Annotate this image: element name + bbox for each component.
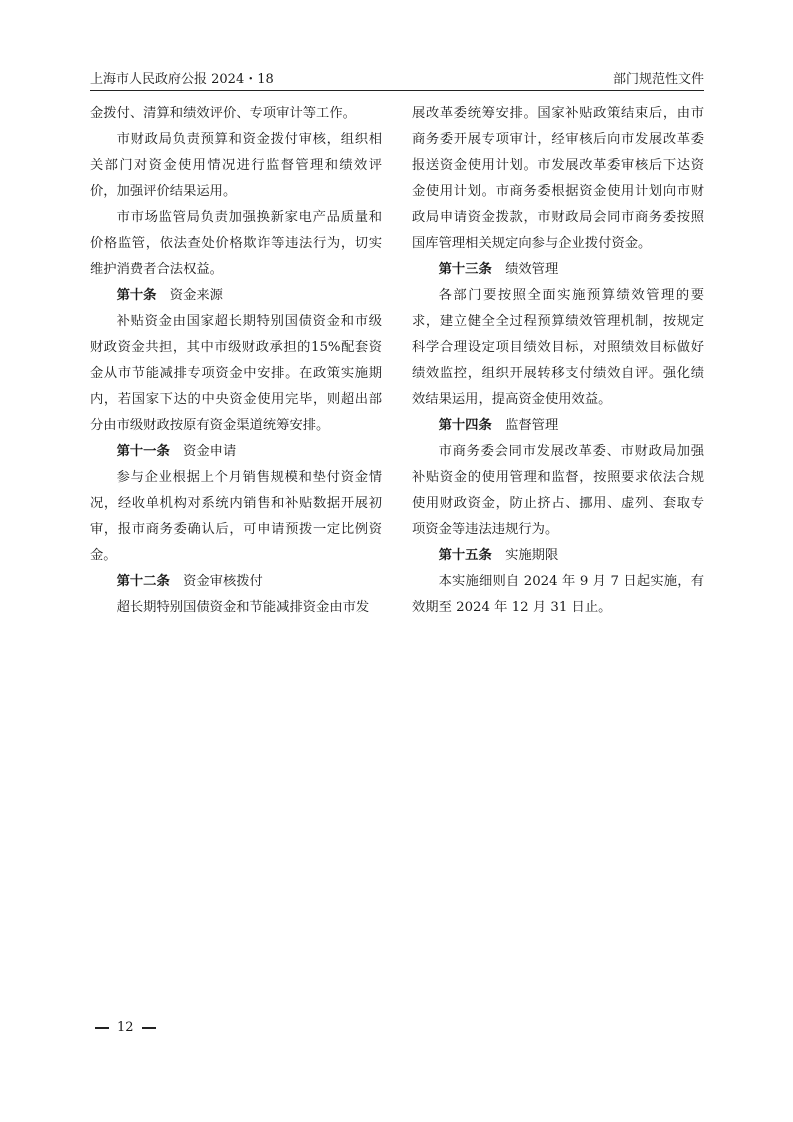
article-title: 资金审核拨付 (183, 574, 263, 589)
article-title: 监督管理 (505, 418, 559, 433)
journal-title: 上海市人民政府公报 2024・18 (90, 72, 274, 87)
article-title: 实施期限 (505, 548, 559, 563)
article-number: 第十二条 (116, 574, 170, 589)
article-number: 第十四条 (438, 418, 492, 433)
article-heading-15 (412, 543, 704, 569)
paragraph: 展改革委统筹安排。国家补贴政策结束后，由市商务委开展专项审计，经审核后向市发展改革委报送资金使用计划。市发展改革委审核后下达资金使用计划。市商务委根据资金使用计划向市财政局申请资金拨款，市财政局会同市商务委按照国库管理相关规定向参与企业拨付资金。 (412, 106, 704, 251)
paragraph: 金拨付、清算和绩效评价、专项审计等工作。 (90, 106, 356, 121)
dash-decoration (95, 1027, 109, 1029)
page-footer (95, 1020, 156, 1035)
article-title: 资金来源 (169, 288, 223, 303)
article-title: 绩效管理 (505, 262, 559, 277)
article-heading-14 (412, 413, 704, 439)
article-title: 资金申请 (183, 444, 237, 459)
section-title: 部门规范性文件 (612, 72, 704, 87)
paragraph: 补贴资金由国家超长期特别国债资金和市级财政资金共担，其中市级财政承担的15%配套资金从市节能减排专项资金中安排。在政策实施期内，若国家下达的中央资金使用完毕，则超出部分由市级财政按原有资金渠道统筹安排。 (90, 314, 382, 433)
paragraph: 本实施细则自 2024 年 9 月 7 日起实施，有效期至 2024 年 12 月 31 日止。 (412, 574, 704, 615)
paragraph: 市财政局负责预算和资金拨付审核，组织相关部门对资金使用情况进行监督管理和绩效评价，加强评价结果运用。 (90, 132, 382, 199)
paragraph: 参与企业根据上个月销售规模和垫付资金情况，经收单机构对系统内销售和补贴数据开展初审，报市商务委确认后，可申请预拨一定比例资金。 (90, 470, 382, 563)
article-number: 第十一条 (116, 444, 170, 459)
article-heading-13 (412, 257, 704, 283)
article-heading-11 (90, 439, 382, 465)
dash-decoration (142, 1027, 156, 1029)
paragraph: 市商务委会同市发展改革委、市财政局加强补贴资金的使用管理和监督，按照要求依法合规使用财政资金，防止挤占、挪用、虚列、套取专项资金等违法违规行为。 (412, 444, 704, 537)
paragraph: 市市场监管局负责加强换新家电产品质量和价格监管，依法查处价格欺诈等违法行为，切实维护消费者合法权益。 (90, 210, 382, 277)
paragraph: 各部门要按照全面实施预算绩效管理的要求，建立健全全过程预算绩效管理机制，按规定科学合理设定项目绩效目标，对照绩效目标做好绩效监控，组织开展转移支付绩效自评。强化绩效结果运用，提高资金使用效益。 (412, 288, 704, 407)
page-header (90, 66, 704, 91)
article-heading-12 (90, 569, 382, 595)
article-number: 第十五条 (438, 548, 492, 563)
paragraph: 超长期特别国债资金和节能减排资金由市发 (116, 600, 370, 615)
page-number: 12 (117, 1020, 134, 1035)
article-heading-10 (90, 283, 382, 309)
article-number: 第十条 (116, 288, 157, 303)
right-column (412, 101, 704, 621)
article-number: 第十三条 (438, 262, 492, 277)
left-column (90, 101, 382, 621)
